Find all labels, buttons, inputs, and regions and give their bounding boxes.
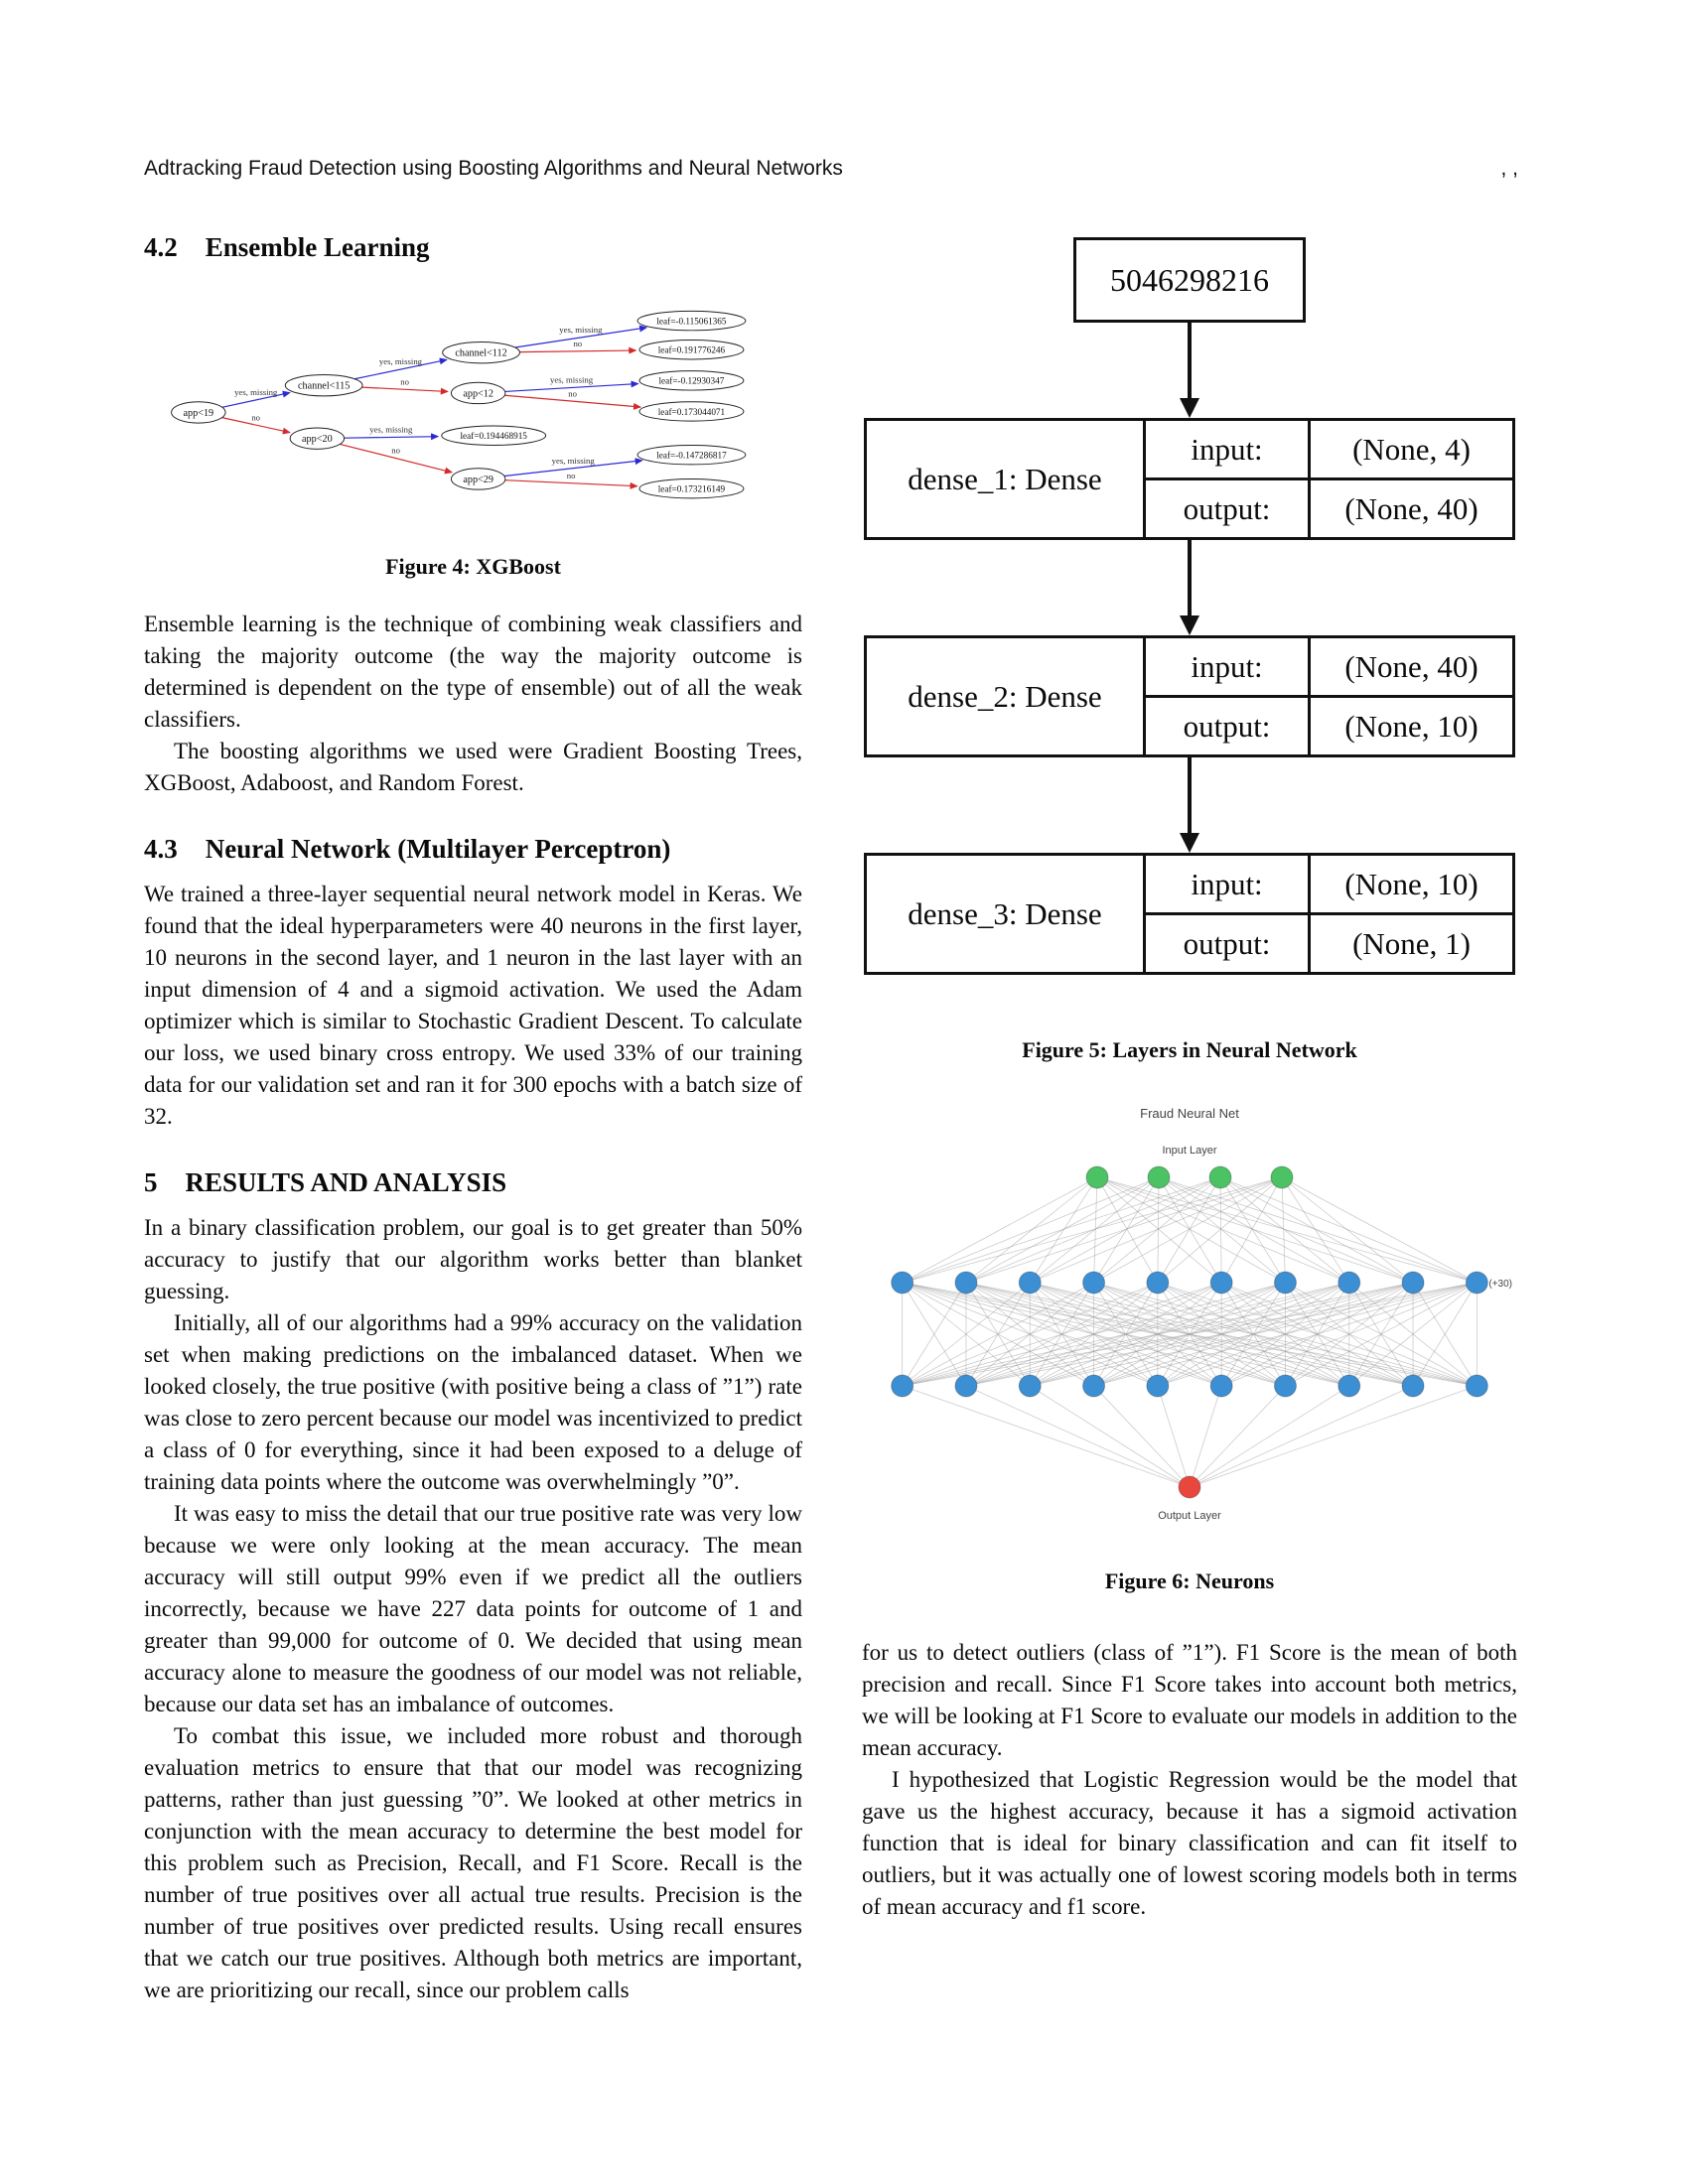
neuron-node [1209, 1166, 1231, 1188]
tree-edge-label: yes, missing [378, 356, 423, 367]
figure-4-caption: Figure 4: XGBoost [385, 554, 561, 579]
neuron-edge [903, 1177, 1282, 1283]
layer-name: dense_3: Dense [867, 856, 1146, 972]
figure-5-caption: Figure 5: Layers in Neural Network [1022, 1037, 1357, 1062]
hidden-extra-annotation: (+30) [1488, 1279, 1512, 1290]
neuron-edge [1159, 1177, 1285, 1283]
paragraph: I hypothesized that Logistic Regression would be the model that gave us the highest accuracy, because it has a sigmoid activation function that is ideal for binary classification and can fit itself to outliers, but it was actually one of lowest scoring models both in terms of mean accuracy and f1 score. [862, 1767, 1517, 1919]
neuron-edge [1190, 1386, 1413, 1487]
output-layer-label: Output Layer [1158, 1510, 1221, 1522]
neuron-node [1019, 1272, 1041, 1294]
figure-6-neurons-plot [862, 1092, 1517, 1550]
running-header-authors: , , [1500, 157, 1518, 180]
tree-edge-label: yes, missing [559, 325, 603, 336]
tree-edge-label: no [251, 412, 261, 423]
neuron-edge [966, 1177, 1097, 1283]
tree-edge-label: yes, missing [549, 374, 594, 385]
neuron-edge [1097, 1177, 1477, 1283]
neuron-node [1210, 1375, 1232, 1397]
running-header [144, 157, 1518, 181]
neuron-node [1083, 1375, 1105, 1397]
left-column [144, 231, 802, 2006]
neuron-node [955, 1272, 977, 1294]
arrow-down-icon [1177, 323, 1202, 418]
neuron-edge [1220, 1177, 1221, 1283]
neuron-edge [903, 1177, 1220, 1283]
neuron-edge [1094, 1386, 1190, 1487]
paragraph: In a binary classification problem, our goal is to get greater than 50% accuracy to justify that our algorithm works better than blanket guessing. [144, 1215, 802, 1303]
tree-node-label: app<19 [183, 407, 214, 419]
tree-edge-label: no [391, 445, 400, 456]
output-label: output: [1146, 915, 1311, 972]
layer-name: dense_1: Dense [867, 421, 1146, 537]
xgboost-tree-figure [158, 289, 775, 530]
output-shape: (None, 10) [1344, 708, 1478, 744]
tree-edge-label: no [573, 338, 583, 348]
neuron-node [1019, 1375, 1041, 1397]
tree-edge-label: yes, missing [369, 424, 413, 435]
input-shape: (None, 4) [1352, 431, 1471, 467]
neuron-node [892, 1272, 914, 1294]
input-shape: (None, 40) [1344, 648, 1478, 684]
section-title: Ensemble Learning [205, 232, 430, 262]
neuron-node [1147, 1272, 1169, 1294]
fig6-title: Fraud Neural Net [1140, 1106, 1239, 1121]
output-shape: (None, 1) [1352, 925, 1471, 961]
paragraph: for us to detect outliers (class of ”1”). F1 Score is the mean of both precision and recall. Since F1 Score takes into account both metrics, we will be looking at F1 Score to evaluate our models in addition to the mean accuracy. [862, 1640, 1517, 1760]
tree-node-label: channel<112 [455, 347, 507, 359]
neural-network-figure [862, 1092, 1517, 1541]
neuron-node [1402, 1272, 1424, 1294]
tree-edge-label: yes, missing [234, 387, 278, 398]
neuron-edge [1097, 1177, 1413, 1283]
neuron-edge [1220, 1177, 1477, 1283]
arrow-down-icon [1177, 540, 1202, 635]
arrow-down-icon [1177, 757, 1202, 853]
figure-4-xgboost-tree [158, 289, 802, 539]
section-number: 4.2 [144, 232, 178, 262]
tree-edge-label: no [568, 388, 577, 399]
neuron-node [1271, 1166, 1293, 1188]
neuron-edge [1190, 1386, 1285, 1487]
figure-5-keras-layers [862, 237, 1517, 975]
neuron-edge [1159, 1177, 1221, 1283]
section-title: RESULTS AND ANALYSIS [185, 1167, 507, 1197]
right-column [862, 231, 1517, 1923]
output-label: output: [1146, 698, 1311, 754]
section-title: Neural Network (Multilayer Perceptron) [205, 834, 671, 864]
neuron-node [892, 1375, 914, 1397]
tree-edge-label: yes, missing [551, 455, 595, 466]
input-shape: (None, 10) [1344, 866, 1478, 901]
tree-edge [361, 387, 447, 391]
tree-node-label: leaf=-0.115061365 [656, 316, 727, 327]
input-label: input: [1146, 638, 1311, 695]
input-label: input: [1146, 421, 1311, 478]
neuron-node [1338, 1272, 1360, 1294]
neuron-edge [1030, 1177, 1097, 1283]
tree-edge [505, 480, 637, 486]
tree-edge [519, 350, 635, 352]
neuron-edge [1158, 1177, 1159, 1283]
section-heading-4-2 [144, 231, 802, 263]
section-number: 4.3 [144, 834, 178, 864]
dense-3-layer-table [864, 853, 1515, 975]
neuron-node [1274, 1272, 1296, 1294]
input-label: input: [1146, 856, 1311, 912]
model-id-box: 5046298216 [1073, 237, 1306, 323]
paragraph: Initially, all of our algorithms had a 99% accuracy on the validation set when making predictions on the imbalanced dataset. When we looked closely, the true positive (with positive being a class of ”1”) rate was close to zero percent because our model was incentivized to predict a class of 0 for everything, since it had been exposed to a deluge of training data points where the outcome was overwhelmingly ”0”. [144, 1310, 802, 1494]
paragraph: It was easy to miss the detail that our true positive rate was very low because we were only looking at the mean accuracy. The mean accuracy will still output 99% even if we predict all the outliers incorrectly, because we have 227 data points for outcome of 1 and greater than 99,000 for outcome of 0. We decided that using mean accuracy alone to measure the goodness of our model was not reliable, because our data set has an imbalance of outcomes. [144, 1501, 802, 1716]
paragraph: The boosting algorithms we used were Gradient Boosting Trees, XGBoost, Adaboost, and Random Forest. [144, 739, 802, 795]
tree-node-label: app<20 [302, 434, 333, 446]
input-layer-label: Input Layer [1162, 1145, 1217, 1157]
output-label: output: [1146, 480, 1311, 537]
tree-node-label: channel<115 [297, 380, 351, 392]
neuron-edge [1158, 1177, 1220, 1283]
neuron-edge [1282, 1177, 1413, 1283]
neuron-edge [966, 1386, 1190, 1487]
neuron-edge [1282, 1177, 1349, 1283]
tree-node-label: leaf=0.191776246 [657, 344, 726, 355]
output-shape: (None, 40) [1344, 490, 1478, 526]
section-heading-4-3 [144, 833, 802, 865]
paragraph: To combat this issue, we included more robust and thorough evaluation metrics to ensure that that our model was recognizing patterns, rather than just guessing ”0”. We looked at other metrics in conjunction with the mean accuracy to determine the best model for this problem such as Precision, Recall, and F1 Score. Recall is the number of true positives over all actual true results. Precision is the number of true positives over predicted results. Using recall ensures that we catch our true positives. Although both metrics are important, we are prioritizing our recall, since our problem calls [144, 1723, 802, 2002]
neuron-edge [1158, 1386, 1190, 1487]
neuron-node [1086, 1166, 1108, 1188]
layer-name: dense_2: Dense [867, 638, 1146, 754]
neuron-edge [1097, 1177, 1221, 1283]
running-header-title: Adtracking Fraud Detection using Boosting Algorithms and Neural Networks [144, 157, 843, 180]
neuron-edge [903, 1386, 1190, 1487]
neuron-node [1466, 1272, 1487, 1294]
neuron-edge [1094, 1177, 1220, 1283]
neuron-node [1148, 1166, 1170, 1188]
neuron-node [1147, 1375, 1169, 1397]
tree-node-label: app<29 [463, 474, 493, 485]
paragraph: We trained a three-layer sequential neural network model in Keras. We found that the ideal hyperparameters were 40 neurons in the first layer, 10 neurons in the second layer, and 1 neuron in the last layer with an input dimension of 4 and a sigmoid activation. We used the Adam optimizer which is similar to Stochastic Gradient Descent. To calculate our loss, we used binary cross entropy. We used 33% of our training data for our validation set and ran it for 300 epochs with a batch size of 32. [144, 882, 802, 1129]
tree-node-label: leaf=0.173044071 [657, 406, 726, 417]
tree-node-label: leaf=0.173216149 [657, 483, 726, 494]
section-heading-5 [144, 1166, 802, 1198]
neuron-edge [903, 1177, 1159, 1283]
neuron-node [1179, 1476, 1200, 1498]
right-column-text [862, 1637, 1517, 1923]
neuron-edge [1190, 1386, 1349, 1487]
figure-6-caption: Figure 6: Neurons [1104, 1569, 1275, 1593]
tree-edge-label: no [400, 376, 409, 387]
dense-2-layer-table [864, 635, 1515, 757]
tree-edge [345, 437, 439, 439]
neuron-node [1338, 1375, 1360, 1397]
section-number: 5 [144, 1167, 158, 1197]
neuron-node [1466, 1375, 1487, 1397]
neuron-edge [1159, 1177, 1477, 1283]
neuron-edge [1030, 1386, 1190, 1487]
neuron-edge [966, 1177, 1282, 1283]
tree-node-label: leaf=-0.147286817 [656, 450, 727, 461]
neuron-edge [1159, 1177, 1413, 1283]
neuron-edge [1190, 1386, 1477, 1487]
neuron-node [955, 1375, 977, 1397]
neuron-edge [1220, 1177, 1413, 1283]
neuron-node [1274, 1375, 1296, 1397]
tree-node-label: app<12 [463, 388, 493, 400]
tree-node-label: leaf=0.194468915 [460, 431, 527, 442]
neuron-edge [1158, 1177, 1282, 1283]
neuron-node [1402, 1375, 1424, 1397]
paragraph: Ensemble learning is the technique of combining weak classifiers and taking the majority outcome (the way the majority outcome is determined is dependent on the type of ensemble) out of all the weak classifiers. [144, 612, 802, 732]
neuron-node [1083, 1272, 1105, 1294]
dense-1-layer-table [864, 418, 1515, 540]
tree-node-label: leaf=-0.12930347 [658, 375, 725, 386]
tree-edge-label: no [566, 470, 576, 480]
neuron-edge [1190, 1386, 1221, 1487]
neuron-node [1210, 1272, 1232, 1294]
